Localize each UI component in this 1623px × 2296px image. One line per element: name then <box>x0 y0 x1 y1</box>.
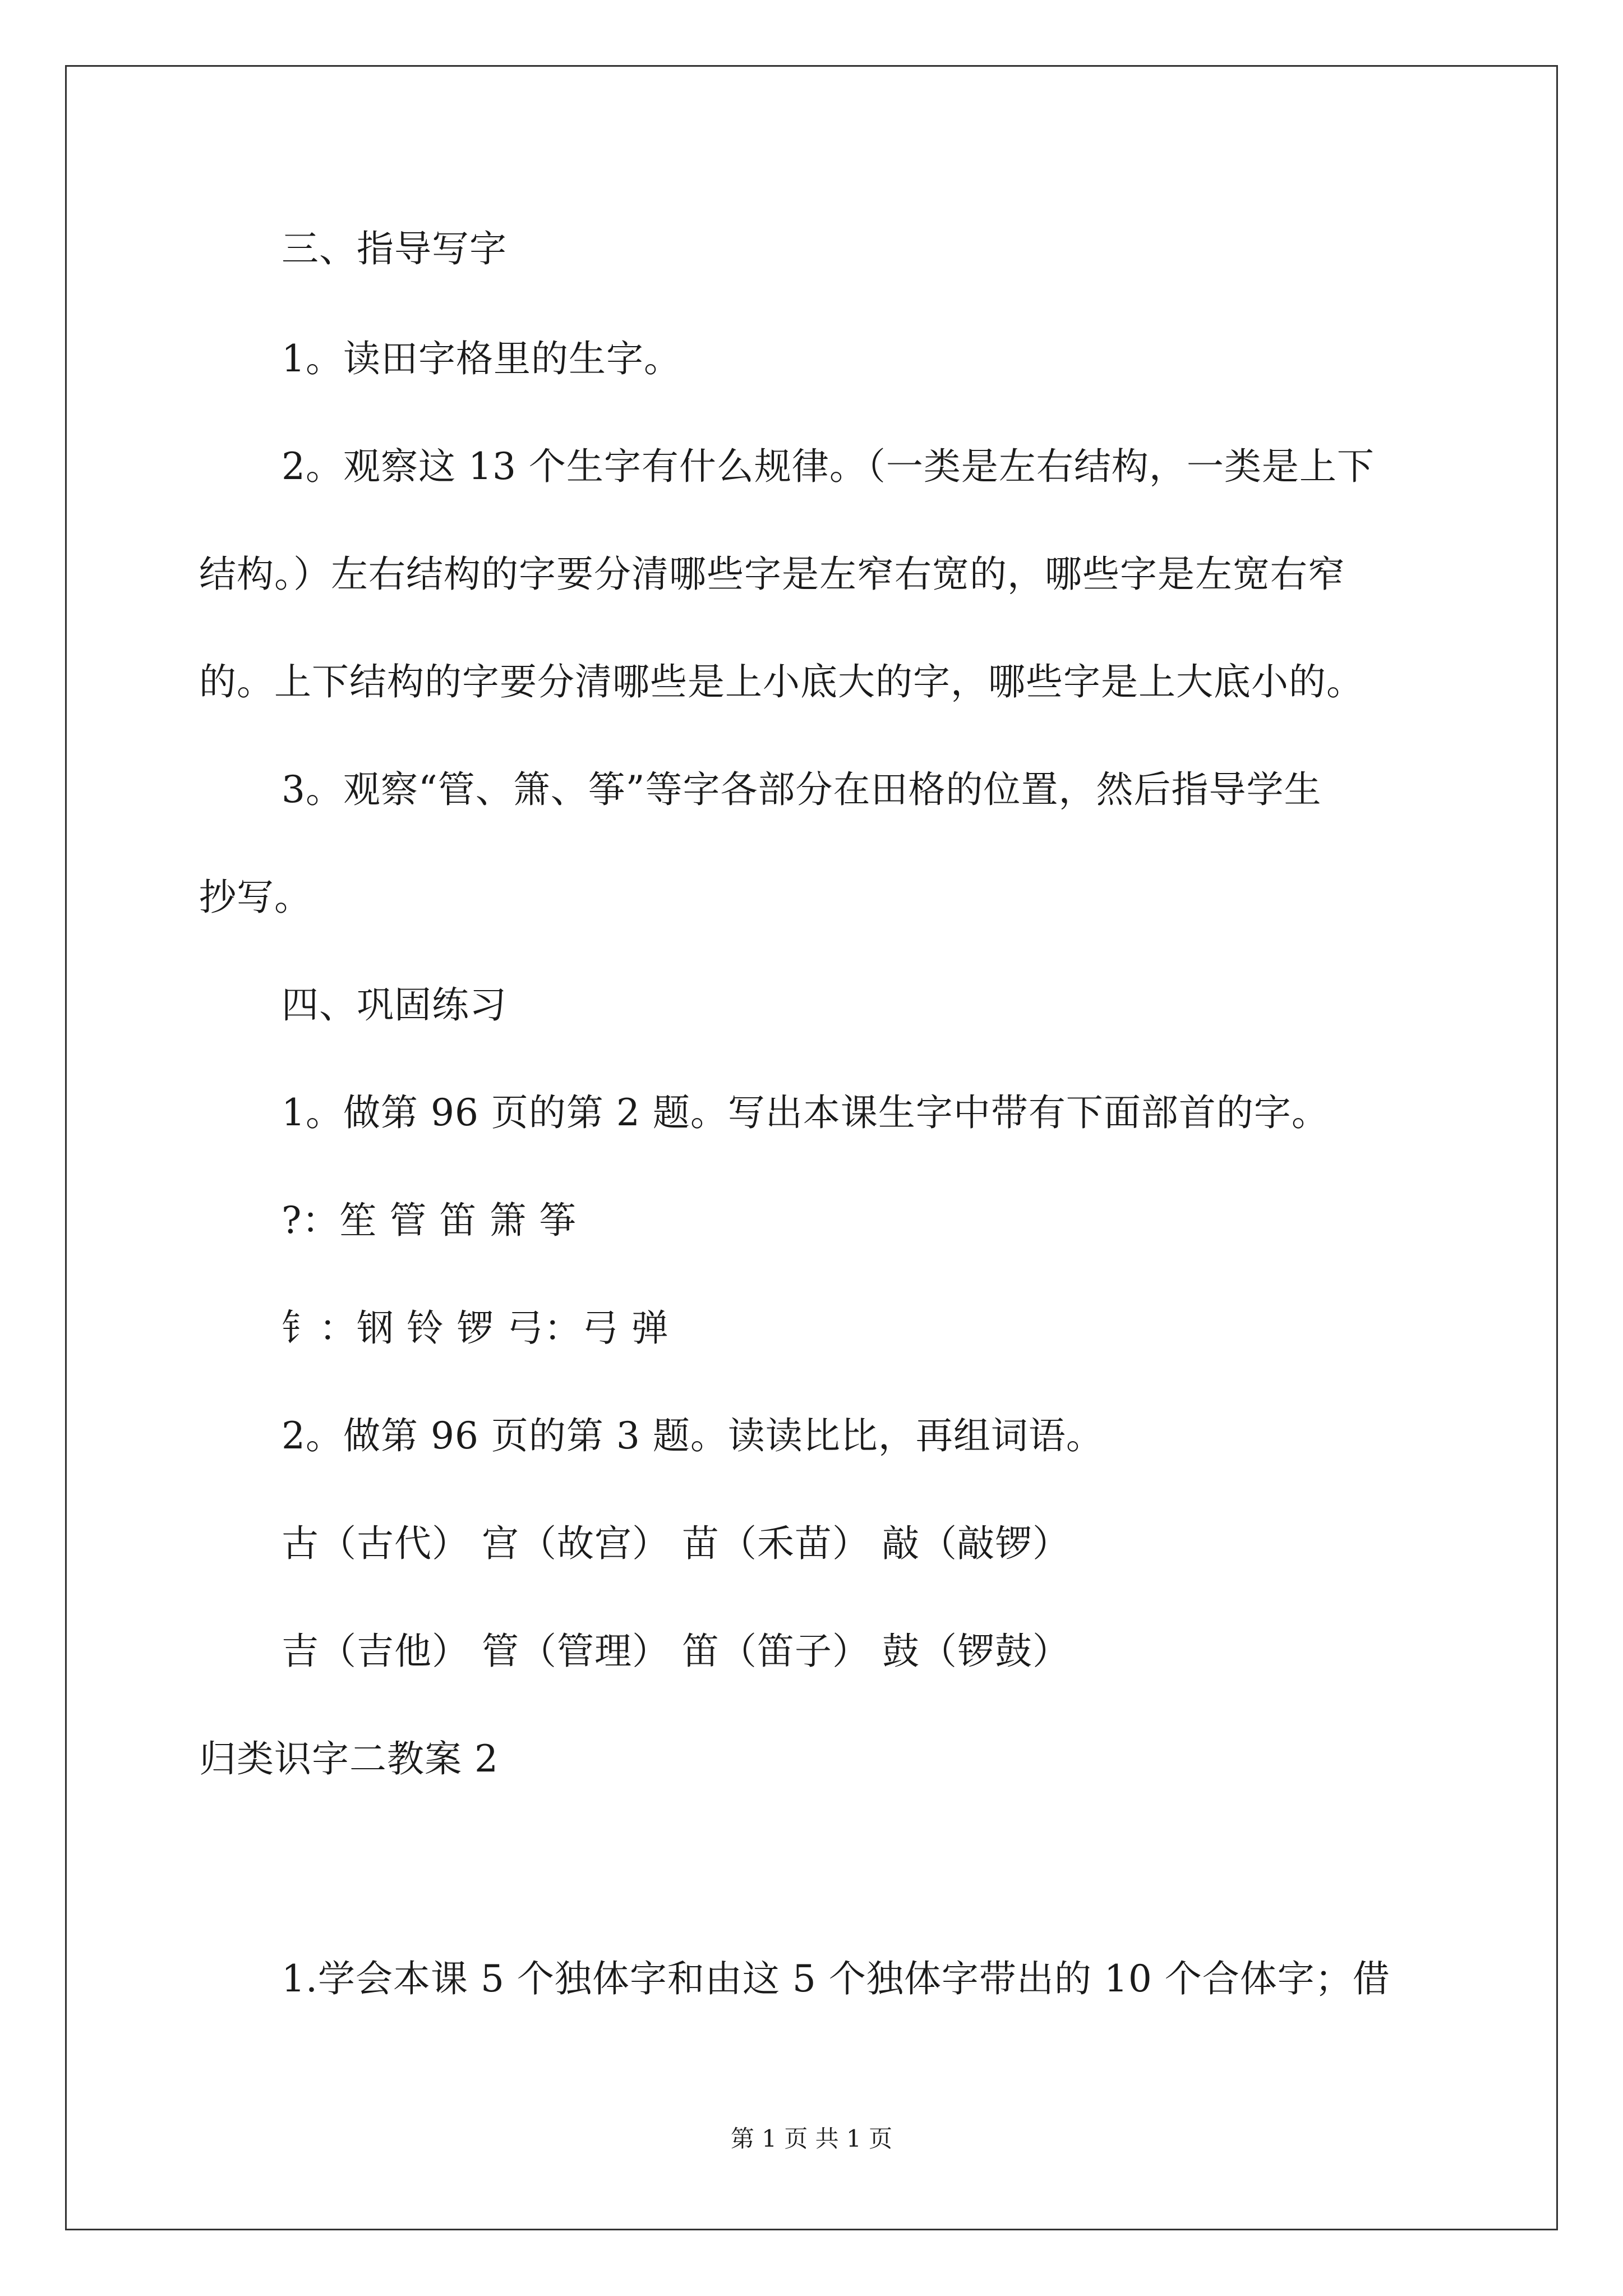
section-heading-practice: 四、巩固练习 <box>282 983 507 1027</box>
paragraph-line: 2。观察这 13 个生字有什么规律。（一类是左右结构，一类是上下 <box>282 445 1375 488</box>
document-title: 归类识字二教案 2 <box>199 1737 499 1780</box>
paragraph-line: 抄写。 <box>199 876 312 919</box>
paragraph-line: 1.学会本课 5 个独体字和由这 5 个独体字带出的 10 个合体字；借 <box>282 1957 1390 2000</box>
paragraph-line: 1。读田字格里的生字。 <box>282 337 681 380</box>
radical-list-line: ?：笙 管 笛 箫 筝 <box>282 1199 577 1242</box>
page-footer: 第 1 页 共 1 页 <box>730 2125 893 2152</box>
word-pairs-line: 吉（吉他） 管（管理） 笛（笛子） 鼓（锣鼓） <box>282 1630 1070 1673</box>
paragraph-line: 结构。）左右结构的字要分清哪些字是左窄右宽的，哪些字是左宽右窄 <box>199 553 1345 596</box>
radical-list-line: 钅：钢 铃 锣 弓：弓 弹 <box>282 1306 669 1350</box>
paragraph-line: 1。做第 96 页的第 2 题。写出本课生字中带有下面部首的字。 <box>282 1091 1329 1134</box>
word-pairs-line: 古（古代） 宫（故宫） 苗（禾苗） 敲（敲锣） <box>282 1522 1070 1565</box>
section-heading-writing: 三、指导写字 <box>282 227 507 270</box>
paragraph-line: 2。做第 96 页的第 3 题。读读比比，再组词语。 <box>282 1414 1104 1457</box>
page-border <box>65 65 1558 2230</box>
paragraph-line: 3。观察“管、箫、筝”等字各部分在田格的位置，然后指导学生 <box>282 768 1322 811</box>
paragraph-line: 的。上下结构的字要分清哪些是上小底大的字，哪些字是上大底小的。 <box>199 660 1364 703</box>
